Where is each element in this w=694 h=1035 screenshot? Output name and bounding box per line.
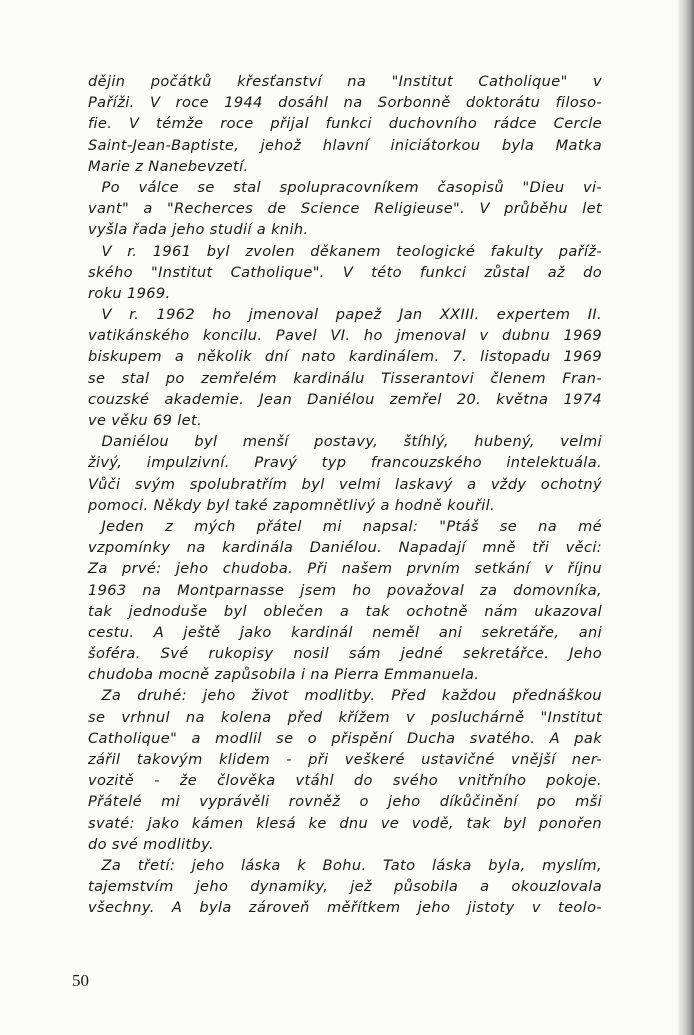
text-line: Paříži. V roce 1944 dosáhl na Sorbonně doktorátu filoso- <box>88 94 602 112</box>
text-line: Vůči svým spolubratřím byl velmi laskavý a vždy ochotný <box>88 475 602 493</box>
text-line: Za třetí: jeho láska k Bohu. Tato láska byla, myslím, <box>101 856 602 874</box>
text-line: vzpomínky na kardinála Daniélou. Napadají mně tři věci: <box>88 539 602 557</box>
text-line: Saint-Jean-Baptiste, jehož hlavní iniciátorkou byla Matka <box>88 136 602 154</box>
text-line: vozitě - že člověka vtáhl do svého vnitřního pokoje. <box>88 772 602 790</box>
text-line: Po válce se stal spolupracovníkem časopisů "Dieu vi- <box>101 178 602 196</box>
body-text <box>88 71 602 919</box>
text-line: svaté: jako kámen klesá ke dnu ve vodě, tak byl ponořen <box>88 814 602 832</box>
text-line: Daniélou byl menší postavy, štíhlý, hubený, velmi <box>101 433 602 451</box>
text-line: Přátelé mi vyprávěli rovněž o jeho díkůčinění po mši <box>88 793 602 811</box>
text-line: se stal po zemřelém kardinálu Tisserantovi členem Fran- <box>88 369 602 387</box>
text-line: tak jednoduše byl oblečen a tak ochotně nám ukazoval <box>88 602 602 620</box>
text-line: zářil takovým klidem - při veškeré ustavičné vnější ner- <box>88 751 602 768</box>
text-line: vant" a "Recherces de Science Religieuse". V průběhu let <box>88 200 602 218</box>
text-line: pomoci. Někdy byl také zapomnětlivý a hodně kouřil. <box>88 496 496 514</box>
text-line: Marie z Nanebevzetí. <box>88 157 249 175</box>
text-line: couzské akademie. Jean Daniélou zemřel 20. května 1974 <box>88 390 602 408</box>
text-line: vatikánského koncilu. Pavel VI. ho jmenoval v dubnu 1969 <box>88 327 602 345</box>
text-line: se vrhnul na kolena před křížem v posluchárně "Institut <box>88 708 602 726</box>
text-line: Catholique" a modlil se o přispění Ducha svatého. A pak <box>88 729 602 747</box>
text-line: dějin počátků křesťanství na "Institut Catholique" v <box>88 73 602 90</box>
text-line: roku 1969. <box>88 284 171 302</box>
text-line: živý, impulzivní. Pravý typ francouzského intelektuála. <box>88 454 602 472</box>
text-line: všechny. A byla zároveň měřítkem jeho jistoty v teolo- <box>88 899 602 917</box>
text-line: vyšla řada jeho studií a knih. <box>88 221 309 239</box>
page-number: 50 <box>72 971 89 990</box>
text-line: Jeden z mých přátel mi napsal: "Ptáš se na mé <box>101 517 602 535</box>
text-line: do své modlitby. <box>88 835 214 853</box>
text-line: V r. 1961 byl zvolen děkanem teologické fakulty paříž- <box>101 242 602 260</box>
text-line: tajemstvím jeho dynamiky, jež působila a okouzlovala <box>88 878 602 896</box>
text-line: chudoba mocně zapůsobila i na Pierra Emmanuela. <box>88 666 480 684</box>
text-line: ve věku 69 let. <box>88 412 203 429</box>
text-line: biskupem a několik dní nato kardinálem. 7. listopadu 1969 <box>88 348 602 366</box>
text-line: V r. 1962 ho jmenoval papež Jan XXIII. expertem II. <box>101 306 602 324</box>
text-line: 1963 na Montparnasse jsem ho považoval za domovníka, <box>88 581 602 599</box>
text-line: cestu. A ještě jako kardinál neměl ani sekretáře, ani <box>88 623 602 641</box>
text-line: Za druhé: jeho život modlitby. Před každou přednáškou <box>101 687 602 705</box>
text-line: Za prvé: jeho chudoba. Při našem prvním setkání v říjnu <box>88 560 602 578</box>
text-line: ského "Institut Catholique". V této funkci zůstal až do <box>88 263 602 281</box>
text-line: fie. V témže roce přijal funkci duchovního rádce Cercle <box>88 115 602 133</box>
text-line: šoféra. Své rukopisy nosil sám jedné sekretářce. Jeho <box>88 645 602 663</box>
page-edge-shadow <box>678 0 694 1035</box>
